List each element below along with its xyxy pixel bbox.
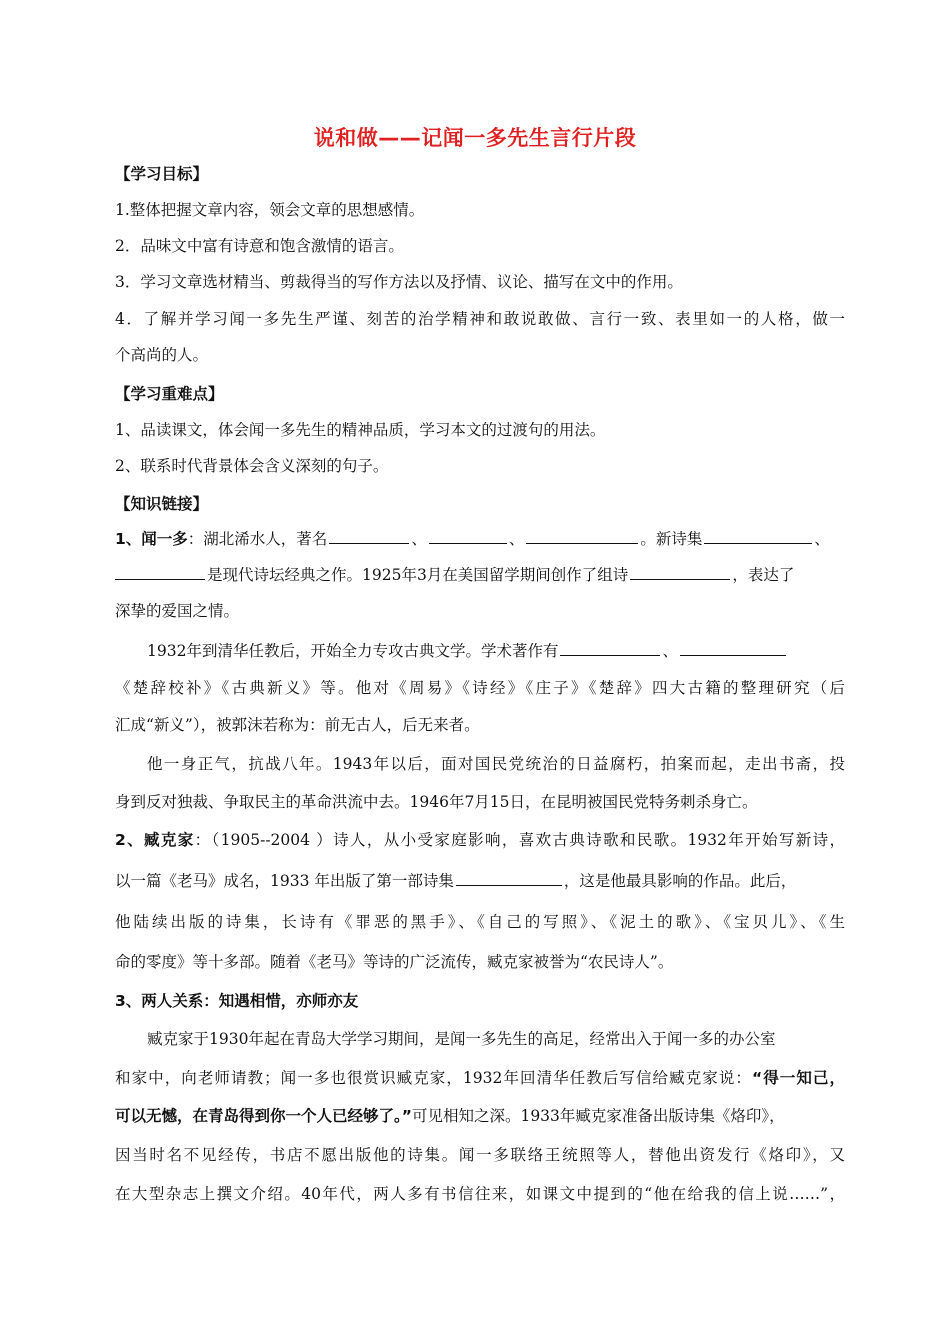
zang-line-1: 2、臧克家：（1905--2004 ）诗人，从小受家庭影响，喜欢古典诗歌和民歌。1932年开始写新诗， xyxy=(115,831,845,849)
goal-item-2: 2．品味文中富有诗意和饱含激情的语言。 xyxy=(115,237,404,255)
relation-line-1: 臧克家于1930年起在青岛大学学习期间，是闻一多先生的高足，经常出入于闻一多的办公室 xyxy=(147,1030,776,1048)
wen-line-2: 是现代诗坛经典之作。1925年3月在美国留学期间创作了组诗 ，表达了 xyxy=(115,564,845,585)
fill-blank[interactable] xyxy=(115,564,205,580)
fill-blank[interactable] xyxy=(630,564,730,580)
quote-text: 可以无憾，在青岛得到你一个人已经够了。” xyxy=(115,1107,412,1125)
wen-p2-line-3: 汇成“新义”），被郭沫若称为：前无古人，后无来者。 xyxy=(115,716,480,734)
relation-line-5: 在大型杂志上撰文介绍。40年代，两人多有书信往来，如课文中提到的“他在给我的信上说……”， xyxy=(115,1185,845,1203)
zang-line-4: 命的零度》等十多部。随着《老马》等诗的广泛流传，臧克家被誉为“农民诗人”。 xyxy=(115,953,674,971)
goal-item-3: 3．学习文章选材精当、剪裁得当的写作方法以及抒情、议论、描写在文中的作用。 xyxy=(115,273,683,291)
fill-blank[interactable] xyxy=(456,870,562,886)
fill-blank[interactable] xyxy=(704,528,812,544)
wen-p3-line-2: 身到反对独裁、争取民主的革命洪流中去。1946年7月15日，在昆明被国民党特务刺杀身亡。 xyxy=(115,793,758,811)
relation-line-4: 因当时名不见经传，书店不愿出版他的诗集。闻一多联络王统照等人，替他出资发行《烙印》，又 xyxy=(115,1146,845,1164)
keypoint-item-2: 2、联系时代背景体会含义深刻的句子。 xyxy=(115,457,389,475)
keypoint-item-1: 1、品读课文，体会闻一多先生的精神品质，学习本文的过渡句的用法。 xyxy=(115,421,606,439)
document-title: 说和做——记闻一多先生言行片段 xyxy=(313,126,637,150)
wen-p2-line-1: 1932年到清华任教后，开始全力专攻古典文学。学术著作有 、 xyxy=(147,640,845,661)
wen-line-3: 深挚的爱国之情。 xyxy=(115,602,240,620)
goal-item-4: 4．了解并学习闻一多先生严谨、刻苦的治学精神和敢说敢做、言行一致、表里如一的人格，做一 xyxy=(115,310,845,328)
quote-text: “得一知己， xyxy=(751,1069,845,1087)
goal-item-1: 1.整体把握文章内容，领会文章的思想感情。 xyxy=(115,201,425,219)
fill-blank[interactable] xyxy=(680,640,786,656)
goals-heading: 【学习目标】 xyxy=(115,165,209,183)
relation-line-2: 和家中，向老师请教；闻一多也很赏识臧克家，1932年回清华任教后写信给臧克家说：“得一知己， xyxy=(115,1069,845,1087)
wen-p2-line-2: 《楚辞校补》《古典新义》等。他对《周易》《诗经》《庄子》《楚辞》四大古籍的整理研究（后 xyxy=(115,679,845,697)
fill-blank[interactable] xyxy=(560,640,660,656)
wen-line-1: 1、闻一多：湖北浠水人，著名 、 、 。新诗集 、 xyxy=(115,530,830,548)
zang-line-3: 他陆续出版的诗集，长诗有《罪恶的黑手》、《自己的写照》、《泥土的歌》、《宝贝儿》、《生 xyxy=(115,913,845,931)
goal-item-4-cont: 个高尚的人。 xyxy=(115,346,209,364)
wen-label: 1、闻一多 xyxy=(115,530,188,548)
knowledge-heading: 【知识链接】 xyxy=(115,495,209,513)
fill-blank[interactable] xyxy=(526,528,638,544)
fill-blank[interactable] xyxy=(329,528,409,544)
zang-label: 2、臧克家 xyxy=(115,831,195,849)
wen-p3-line-1: 他一身正气，抗战八年。1943年以后，面对国民党统治的日益腐朽，拍案而起，走出书斋，投 xyxy=(147,755,845,773)
keypoints-heading: 【学习重难点】 xyxy=(115,385,224,403)
relation-line-3: 可以无憾，在青岛得到你一个人已经够了。”可见相知之深。1933年臧克家准备出版诗集《烙印》， xyxy=(115,1107,785,1125)
zang-line-2: 以一篇《老马》成名，1933 年出版了第一部诗集 ，这是他最具影响的作品。此后， xyxy=(115,872,797,890)
fill-blank[interactable] xyxy=(429,528,507,544)
relation-heading: 3、两人关系：知遇相惜，亦师亦友 xyxy=(115,992,359,1010)
